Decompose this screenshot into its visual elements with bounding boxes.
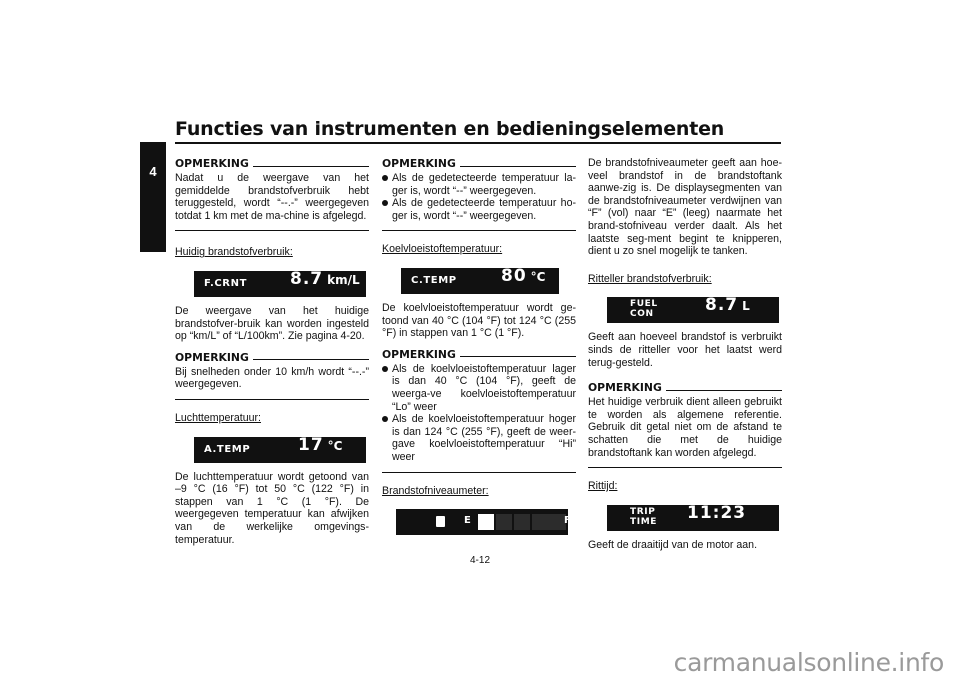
column-1 xyxy=(175,157,369,546)
page-title: Functies van instrumenten en bedieningselementen xyxy=(175,118,725,140)
page-number: 4-12 xyxy=(469,555,490,566)
lcd-value: 8.7 km/L xyxy=(290,268,360,289)
note-text: Het huidige verbruik dient alleen gebruikt te worden als algemene referentie. Gebruik dit getal niet om de afstand te schatten die met de huidige brandstoftank kan worden afgelegd. xyxy=(588,396,782,459)
section-heading-trip-fuel-consumption: Ritteller brandstofverbruik: xyxy=(588,272,712,285)
fuel-gauge-segment xyxy=(514,514,530,530)
note-text: Bij snelheden onder 10 km/h wordt “--.-” weergegeven. xyxy=(175,365,369,391)
lcd-value: 80 °C xyxy=(501,265,546,286)
note-text: Nadat u de weergave van het gemiddelde brandstofverbruik hebt teruggesteld, wordt “--.-” weergegeven totdat 1 km met de ma-chine is afgelegd. xyxy=(175,172,369,222)
section-heading-trip-time: Rittijd: xyxy=(588,480,618,493)
body-text: De koelvloeistoftemperatuur wordt ge-toond van 40 °C (104 °F) tot 124 °C (255 °F) in stappen van 1 °C (1 °F). xyxy=(382,301,576,340)
note-bullet: Als de gedetecteerde temperatuur ho-ger is, wordt “--” weergegeven. xyxy=(382,197,576,222)
fuel-gauge-segment xyxy=(478,514,494,530)
fuel-pump-icon xyxy=(436,516,445,527)
note-heading: OPMERKING xyxy=(588,381,782,394)
note-bullet: Als de koelvloeistoftemperatuur hoger is dan 124 °C (255 °F), geeft de weer-gave koelvloeistoftemperatuur “Hi” weer xyxy=(382,413,576,463)
chapter-tab xyxy=(140,142,166,252)
body-text: De weergave van het huidige brandstofver-bruik kan worden ingesteld op “km/L” of “L/100km”. Zie pagina 4-20. xyxy=(175,304,369,343)
watermark: carmanualsonline.info xyxy=(673,648,944,677)
lcd-label: F.CRNT xyxy=(204,277,247,289)
lcd-label: TRIP TIME xyxy=(630,506,657,527)
column-3 xyxy=(588,157,782,551)
fuel-gauge-segment xyxy=(532,514,566,530)
note-heading: OPMERKING xyxy=(175,351,369,364)
fuel-gauge-display xyxy=(396,509,571,535)
section-heading-fuel-gauge: Brandstofniveaumeter: xyxy=(382,484,489,497)
lcd-air-temperature xyxy=(194,434,366,463)
lcd-value: 11:23 xyxy=(687,502,747,523)
note-heading: OPMERKING xyxy=(175,157,369,170)
note-bullet: Als de gedetecteerde temperatuur la-ger is, wordt “--” weergegeven. xyxy=(382,172,576,197)
section-heading-air-temperature: Luchttemperatuur: xyxy=(175,411,261,424)
note-bullet: Als de koelvloeistoftemperatuur lager is dan 40 °C (104 °F), geeft de weerga-ve koelvloeistoftemperatuur “Lo” weer xyxy=(382,363,576,413)
chapter-number: 4 xyxy=(149,164,157,179)
section-heading-coolant-temperature: Koelvloeistoftemperatuur: xyxy=(382,243,503,256)
fuel-gauge-empty-label: E xyxy=(464,515,471,527)
note-heading: OPMERKING xyxy=(382,348,576,361)
fuel-gauge-segment xyxy=(496,514,512,530)
lcd-label: C.TEMP xyxy=(411,274,457,286)
body-text: Geeft aan hoeveel brandstof is verbruikt sinds de ritteller voor het laatst werd terug-gesteld. xyxy=(588,331,782,369)
note-heading: OPMERKING xyxy=(382,157,576,170)
body-text: De brandstofniveaumeter geeft aan hoe-veel brandstof in de brandstoftank aanwe-zig is. De displaysegmenten van de brandstofniveaumeter verdwijnen van “F” (vol) naar “E” (leeg) naarmate het brand-stofniveau verder daalt. Als het laatste seg-ment begint te knipperen, dient u zo snel mogelijk te tanken. xyxy=(588,157,782,258)
lcd-label: FUEL CON xyxy=(630,299,658,320)
lcd-value: 17 °C xyxy=(298,434,343,455)
lcd-current-consumption xyxy=(194,268,366,297)
fuel-gauge-full-label: F xyxy=(564,515,571,527)
body-text: De luchttemperatuur wordt getoond van –9 °C (16 °F) tot 50 °C (122 °F) in stappen van 1 °C (1 °F). De weergegeven temperatuur kan afwijken van de werkelijke omgevings-temperatuur. xyxy=(175,470,369,546)
lcd-trip-time xyxy=(607,502,779,531)
body-text: Geeft de draaitijd van de motor aan. xyxy=(588,538,758,551)
lcd-label: A.TEMP xyxy=(204,443,251,455)
lcd-trip-fuel-consumption xyxy=(607,297,779,323)
lcd-value: 8.7 L xyxy=(705,295,750,316)
lcd-coolant-temperature xyxy=(401,265,559,294)
column-2 xyxy=(382,157,576,535)
header-rule xyxy=(175,142,781,144)
section-heading-current-consumption: Huidig brandstofverbruik: xyxy=(175,246,293,259)
